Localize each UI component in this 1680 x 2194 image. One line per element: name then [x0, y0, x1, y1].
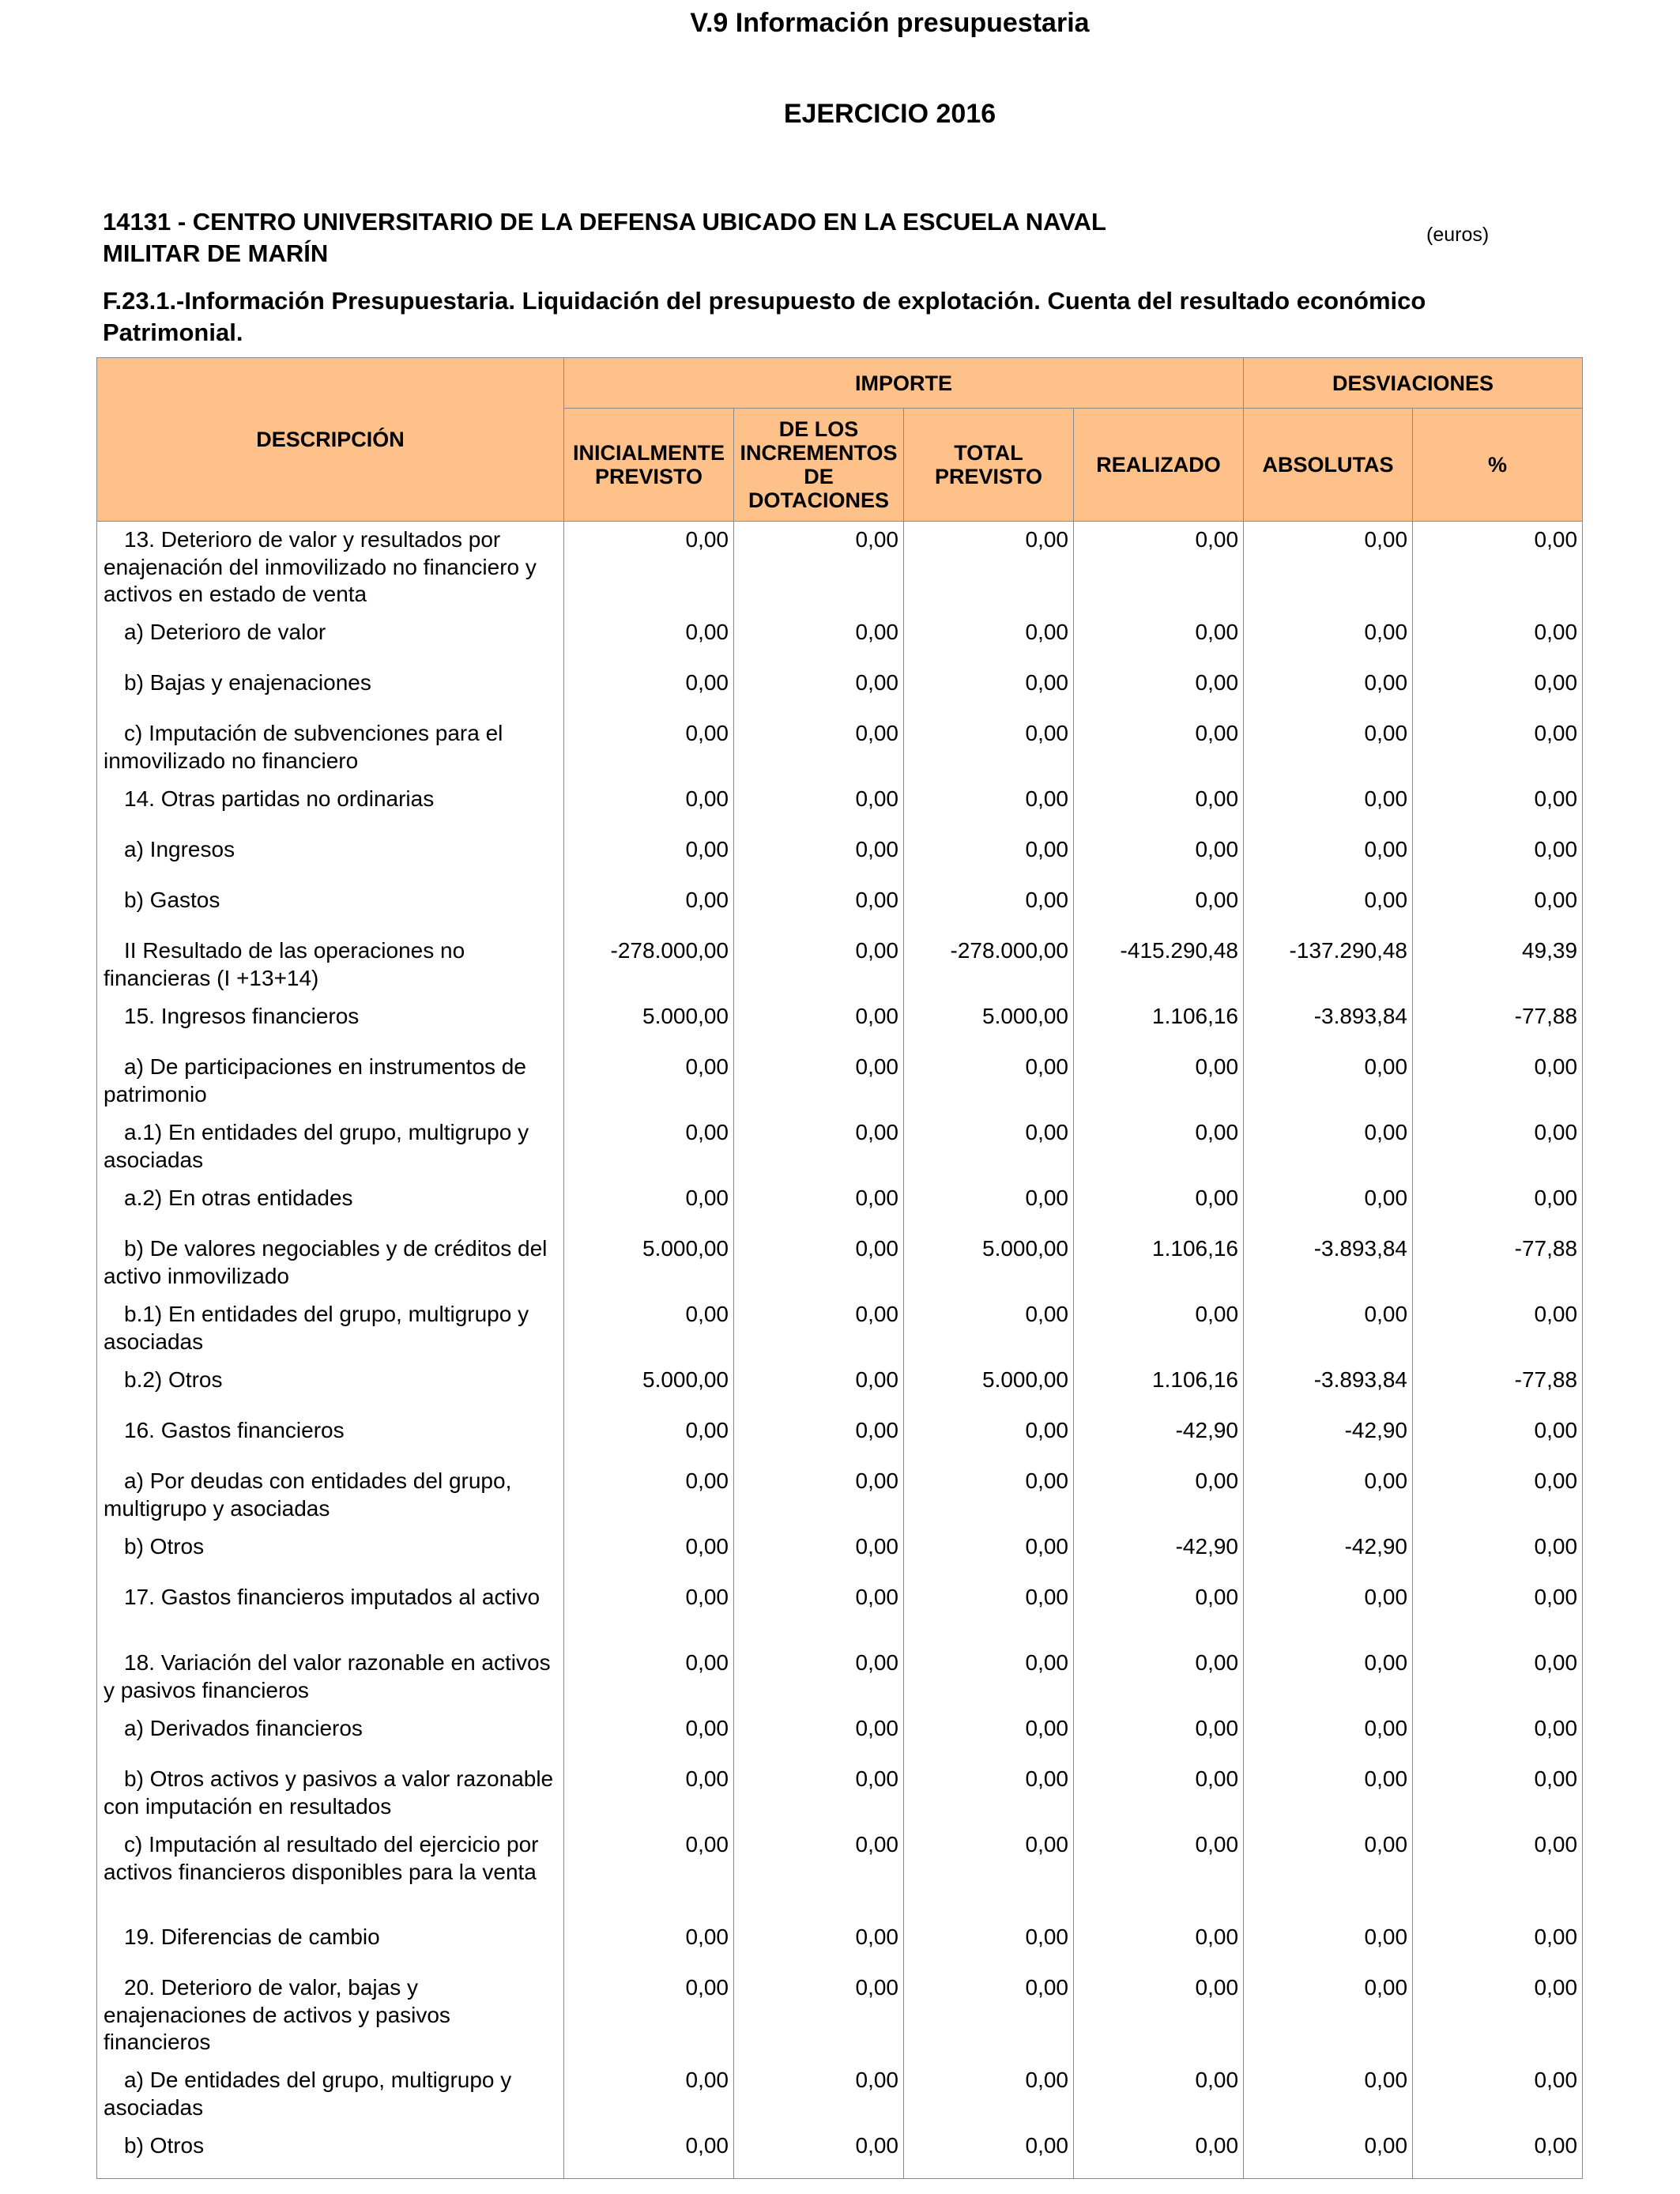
cell-total-previsto: 0,00	[904, 1710, 1074, 1761]
units-label: (euros)	[1426, 224, 1490, 246]
col-header-descripcion: DESCRIPCIÓN	[97, 358, 564, 522]
table-row	[97, 614, 1583, 665]
cell-total-previsto: 0,00	[904, 1412, 1074, 1463]
cell-desviacion-absoluta: 0,00	[1244, 2128, 1413, 2179]
table-body	[97, 522, 1583, 2179]
row-description: b.2) Otros	[97, 1362, 564, 1412]
cell-realizado: 0,00	[1074, 1826, 1244, 1919]
cell-inicialmente-previsto: 0,00	[564, 1463, 734, 1529]
row-description: a) De entidades del grupo, multigrupo y asociadas	[97, 2062, 564, 2128]
row-description: 15. Ingresos financieros	[97, 998, 564, 1049]
header-row-groups	[97, 358, 1583, 409]
cell-realizado: 0,00	[1074, 1049, 1244, 1114]
col-header-incrementos-dotaciones: DE LOS INCREMENTOS DE DOTACIONES	[734, 409, 904, 522]
cell-realizado: -415.290,48	[1074, 933, 1244, 998]
cell-realizado: -42,90	[1074, 1412, 1244, 1463]
cell-total-previsto: 0,00	[904, 1296, 1074, 1362]
cell-desviacion-porcentaje: 0,00	[1413, 2128, 1583, 2179]
table-row	[97, 715, 1583, 781]
table-row	[97, 1919, 1583, 1970]
cell-realizado: -42,90	[1074, 1529, 1244, 1579]
cell-incrementos-dotaciones: 0,00	[734, 1231, 904, 1296]
cell-total-previsto: 0,00	[904, 882, 1074, 933]
row-description: a) Ingresos	[97, 831, 564, 882]
row-description: 16. Gastos financieros	[97, 1412, 564, 1463]
cell-incrementos-dotaciones: 0,00	[734, 1463, 904, 1529]
cell-inicialmente-previsto: 0,00	[564, 1180, 734, 1231]
cell-desviacion-porcentaje: 0,00	[1413, 1049, 1583, 1114]
cell-realizado: 1.106,16	[1074, 1231, 1244, 1296]
cell-inicialmente-previsto: 0,00	[564, 2128, 734, 2179]
cell-incrementos-dotaciones: 0,00	[734, 1296, 904, 1362]
cell-realizado: 0,00	[1074, 665, 1244, 715]
cell-desviacion-absoluta: 0,00	[1244, 1826, 1413, 1919]
row-description: II Resultado de las operaciones no financieras (I +13+14)	[97, 933, 564, 998]
cell-incrementos-dotaciones: 0,00	[734, 831, 904, 882]
cell-desviacion-porcentaje: 0,00	[1413, 2062, 1583, 2128]
table-row	[97, 998, 1583, 1049]
cell-total-previsto: 0,00	[904, 614, 1074, 665]
table-row	[97, 1114, 1583, 1180]
cell-inicialmente-previsto: 5.000,00	[564, 1362, 734, 1412]
cell-incrementos-dotaciones: 0,00	[734, 665, 904, 715]
row-description: b) Otros	[97, 1529, 564, 1579]
cell-desviacion-absoluta: -3.893,84	[1244, 1231, 1413, 1296]
cell-desviacion-porcentaje: -77,88	[1413, 998, 1583, 1049]
cell-incrementos-dotaciones: 0,00	[734, 933, 904, 998]
col-header-porcentaje: %	[1413, 409, 1583, 522]
cell-inicialmente-previsto: 0,00	[564, 1114, 734, 1180]
table-row	[97, 1296, 1583, 1362]
cell-desviacion-porcentaje: -77,88	[1413, 1362, 1583, 1412]
cell-desviacion-absoluta: 0,00	[1244, 1579, 1413, 1645]
cell-incrementos-dotaciones: 0,00	[734, 1362, 904, 1412]
cell-desviacion-absoluta: -42,90	[1244, 1412, 1413, 1463]
cell-desviacion-porcentaje: 0,00	[1413, 715, 1583, 781]
cell-total-previsto: 0,00	[904, 1529, 1074, 1579]
cell-desviacion-absoluta: 0,00	[1244, 1049, 1413, 1114]
cell-inicialmente-previsto: 0,00	[564, 1761, 734, 1826]
cell-desviacion-absoluta: 0,00	[1244, 522, 1413, 615]
table-row	[97, 1761, 1583, 1826]
cell-desviacion-porcentaje: 0,00	[1413, 1114, 1583, 1180]
cell-inicialmente-previsto: 0,00	[564, 522, 734, 615]
cell-desviacion-porcentaje: 0,00	[1413, 614, 1583, 665]
cell-realizado: 1.106,16	[1074, 1362, 1244, 1412]
cell-incrementos-dotaciones: 0,00	[734, 1710, 904, 1761]
table-row	[97, 831, 1583, 882]
cell-desviacion-absoluta: 0,00	[1244, 1463, 1413, 1529]
page-title: V.9 Información presupuestaria	[690, 8, 1090, 38]
cell-total-previsto: 0,00	[904, 1579, 1074, 1645]
cell-desviacion-absoluta: -137.290,48	[1244, 933, 1413, 998]
cell-total-previsto: 0,00	[904, 715, 1074, 781]
cell-realizado: 0,00	[1074, 1180, 1244, 1231]
cell-desviacion-porcentaje: 0,00	[1413, 1180, 1583, 1231]
table-row	[97, 1362, 1583, 1412]
cell-desviacion-porcentaje: 0,00	[1413, 1970, 1583, 2062]
cell-desviacion-absoluta: 0,00	[1244, 1761, 1413, 1826]
cell-inicialmente-previsto: 0,00	[564, 715, 734, 781]
cell-total-previsto: 0,00	[904, 1761, 1074, 1826]
table-row	[97, 1412, 1583, 1463]
cell-total-previsto: 0,00	[904, 522, 1074, 615]
cell-inicialmente-previsto: 0,00	[564, 1296, 734, 1362]
cell-total-previsto: 5.000,00	[904, 998, 1074, 1049]
table-row	[97, 522, 1583, 615]
cell-total-previsto: -278.000,00	[904, 933, 1074, 998]
table-row	[97, 933, 1583, 998]
cell-total-previsto: 0,00	[904, 1114, 1074, 1180]
cell-desviacion-absoluta: 0,00	[1244, 831, 1413, 882]
cell-total-previsto: 0,00	[904, 2128, 1074, 2179]
cell-desviacion-porcentaje: 0,00	[1413, 1761, 1583, 1826]
cell-realizado: 0,00	[1074, 1463, 1244, 1529]
cell-inicialmente-previsto: 0,00	[564, 1412, 734, 1463]
cell-desviacion-porcentaje: 0,00	[1413, 882, 1583, 933]
cell-inicialmente-previsto: 5.000,00	[564, 1231, 734, 1296]
row-description: b) De valores negociables y de créditos del activo inmovilizado	[97, 1231, 564, 1296]
budget-table	[96, 357, 1583, 2179]
row-description: 20. Deterioro de valor, bajas y enajenaciones de activos y pasivos financieros	[97, 1970, 564, 2062]
row-description: b.1) En entidades del grupo, multigrupo y asociadas	[97, 1296, 564, 1362]
col-group-importe: IMPORTE	[564, 358, 1244, 409]
row-description: b) Gastos	[97, 882, 564, 933]
cell-total-previsto: 0,00	[904, 1463, 1074, 1529]
cell-realizado: 0,00	[1074, 614, 1244, 665]
cell-inicialmente-previsto: 0,00	[564, 665, 734, 715]
col-header-inicialmente-previsto: INICIALMENTE PREVISTO	[564, 409, 734, 522]
row-description: a.1) En entidades del grupo, multigrupo y asociadas	[97, 1114, 564, 1180]
row-description: 13. Deterioro de valor y resultados por enajenación del inmovilizado no financiero y activos en estado de venta	[97, 522, 564, 615]
cell-inicialmente-previsto: 0,00	[564, 1970, 734, 2062]
row-description: a) Por deudas con entidades del grupo, multigrupo y asociadas	[97, 1463, 564, 1529]
table-row	[97, 882, 1583, 933]
cell-realizado: 0,00	[1074, 831, 1244, 882]
cell-inicialmente-previsto: 0,00	[564, 1919, 734, 1970]
cell-realizado: 0,00	[1074, 1919, 1244, 1970]
row-description: c) Imputación de subvenciones para el inmovilizado no financiero	[97, 715, 564, 781]
cell-inicialmente-previsto: 0,00	[564, 781, 734, 831]
cell-desviacion-porcentaje: -77,88	[1413, 1231, 1583, 1296]
cell-realizado: 0,00	[1074, 781, 1244, 831]
cell-desviacion-absoluta: -3.893,84	[1244, 998, 1413, 1049]
row-description: 14. Otras partidas no ordinarias	[97, 781, 564, 831]
row-description: a) Derivados financieros	[97, 1710, 564, 1761]
entity-name-line1: 14131 - CENTRO UNIVERSITARIO DE LA DEFENSA UBICADO EN LA ESCUELA NAVAL	[103, 208, 1106, 236]
table-row	[97, 1529, 1583, 1579]
cell-total-previsto: 0,00	[904, 2062, 1074, 2128]
cell-incrementos-dotaciones: 0,00	[734, 1970, 904, 2062]
row-description: 18. Variación del valor razonable en activos y pasivos financieros	[97, 1645, 564, 1710]
row-description: c) Imputación al resultado del ejercicio por activos financieros disponibles para la venta	[97, 1826, 564, 1919]
cell-desviacion-porcentaje: 0,00	[1413, 1645, 1583, 1710]
cell-incrementos-dotaciones: 0,00	[734, 614, 904, 665]
cell-total-previsto: 0,00	[904, 1970, 1074, 2062]
col-header-absolutas: ABSOLUTAS	[1244, 409, 1413, 522]
cell-incrementos-dotaciones: 0,00	[734, 715, 904, 781]
cell-incrementos-dotaciones: 0,00	[734, 1919, 904, 1970]
cell-incrementos-dotaciones: 0,00	[734, 2062, 904, 2128]
row-description: 19. Diferencias de cambio	[97, 1919, 564, 1970]
cell-inicialmente-previsto: 0,00	[564, 1579, 734, 1645]
cell-inicialmente-previsto: 5.000,00	[564, 998, 734, 1049]
cell-desviacion-absoluta: 0,00	[1244, 1645, 1413, 1710]
table-row	[97, 1826, 1583, 1919]
cell-total-previsto: 0,00	[904, 1645, 1074, 1710]
cell-incrementos-dotaciones: 0,00	[734, 1579, 904, 1645]
cell-desviacion-absoluta: 0,00	[1244, 781, 1413, 831]
cell-realizado: 0,00	[1074, 1645, 1244, 1710]
cell-desviacion-porcentaje: 0,00	[1413, 1463, 1583, 1529]
cell-incrementos-dotaciones: 0,00	[734, 1180, 904, 1231]
cell-total-previsto: 5.000,00	[904, 1231, 1074, 1296]
table-row	[97, 1231, 1583, 1296]
cell-desviacion-porcentaje: 0,00	[1413, 831, 1583, 882]
table-row	[97, 1180, 1583, 1231]
cell-inicialmente-previsto: 0,00	[564, 831, 734, 882]
cell-total-previsto: 0,00	[904, 1826, 1074, 1919]
cell-desviacion-absoluta: 0,00	[1244, 1710, 1413, 1761]
cell-total-previsto: 0,00	[904, 665, 1074, 715]
cell-incrementos-dotaciones: 0,00	[734, 2128, 904, 2179]
cell-desviacion-porcentaje: 49,39	[1413, 933, 1583, 998]
cell-incrementos-dotaciones: 0,00	[734, 1761, 904, 1826]
report-title-line1: F.23.1.-Información Presupuestaria. Liquidación del presupuesto de explotación. Cuenta del resultado económico	[103, 287, 1426, 315]
cell-total-previsto: 0,00	[904, 831, 1074, 882]
cell-desviacion-porcentaje: 0,00	[1413, 1826, 1583, 1919]
table-row	[97, 665, 1583, 715]
cell-desviacion-absoluta: 0,00	[1244, 2062, 1413, 2128]
cell-desviacion-porcentaje: 0,00	[1413, 522, 1583, 615]
cell-realizado: 0,00	[1074, 1710, 1244, 1761]
cell-total-previsto: 5.000,00	[904, 1362, 1074, 1412]
cell-realizado: 0,00	[1074, 715, 1244, 781]
cell-incrementos-dotaciones: 0,00	[734, 1826, 904, 1919]
row-description: a.2) En otras entidades	[97, 1180, 564, 1231]
cell-realizado: 0,00	[1074, 2128, 1244, 2179]
cell-desviacion-absoluta: -3.893,84	[1244, 1362, 1413, 1412]
table-row	[97, 2062, 1583, 2128]
cell-inicialmente-previsto: 0,00	[564, 1710, 734, 1761]
table-row	[97, 1645, 1583, 1710]
cell-inicialmente-previsto: 0,00	[564, 614, 734, 665]
cell-incrementos-dotaciones: 0,00	[734, 1114, 904, 1180]
col-header-realizado: REALIZADO	[1074, 409, 1244, 522]
cell-realizado: 1.106,16	[1074, 998, 1244, 1049]
cell-desviacion-absoluta: 0,00	[1244, 1114, 1413, 1180]
cell-desviacion-porcentaje: 0,00	[1413, 1412, 1583, 1463]
cell-desviacion-porcentaje: 0,00	[1413, 1919, 1583, 1970]
cell-desviacion-absoluta: 0,00	[1244, 1296, 1413, 1362]
entity-name-line2: MILITAR DE MARÍN	[103, 239, 329, 267]
cell-desviacion-absoluta: -42,90	[1244, 1529, 1413, 1579]
table-row	[97, 1970, 1583, 2062]
cell-realizado: 0,00	[1074, 2062, 1244, 2128]
cell-desviacion-absoluta: 0,00	[1244, 665, 1413, 715]
cell-incrementos-dotaciones: 0,00	[734, 1645, 904, 1710]
cell-desviacion-absoluta: 0,00	[1244, 614, 1413, 665]
cell-inicialmente-previsto: 0,00	[564, 1645, 734, 1710]
table-row	[97, 1579, 1583, 1645]
cell-inicialmente-previsto: 0,00	[564, 2062, 734, 2128]
cell-incrementos-dotaciones: 0,00	[734, 1049, 904, 1114]
cell-desviacion-porcentaje: 0,00	[1413, 1579, 1583, 1645]
exercise-year: EJERCICIO 2016	[783, 99, 996, 129]
cell-incrementos-dotaciones: 0,00	[734, 522, 904, 615]
cell-desviacion-porcentaje: 0,00	[1413, 1529, 1583, 1579]
col-header-total-previsto: TOTAL PREVISTO	[904, 409, 1074, 522]
report-title	[103, 285, 1604, 349]
row-description: b) Otros	[97, 2128, 564, 2179]
cell-inicialmente-previsto: 0,00	[564, 882, 734, 933]
row-description: b) Bajas y enajenaciones	[97, 665, 564, 715]
cell-realizado: 0,00	[1074, 882, 1244, 933]
report-title-line2: Patrimonial.	[103, 319, 243, 346]
cell-realizado: 0,00	[1074, 1579, 1244, 1645]
cell-desviacion-absoluta: 0,00	[1244, 1180, 1413, 1231]
cell-incrementos-dotaciones: 0,00	[734, 1412, 904, 1463]
cell-total-previsto: 0,00	[904, 1919, 1074, 1970]
cell-desviacion-absoluta: 0,00	[1244, 882, 1413, 933]
cell-incrementos-dotaciones: 0,00	[734, 1529, 904, 1579]
cell-realizado: 0,00	[1074, 1296, 1244, 1362]
col-group-desviaciones: DESVIACIONES	[1244, 358, 1583, 409]
cell-desviacion-absoluta: 0,00	[1244, 715, 1413, 781]
cell-inicialmente-previsto: -278.000,00	[564, 933, 734, 998]
cell-inicialmente-previsto: 0,00	[564, 1826, 734, 1919]
entity-name	[103, 206, 1288, 270]
row-description: b) Otros activos y pasivos a valor razonable con imputación en resultados	[97, 1761, 564, 1826]
row-description: a) Deterioro de valor	[97, 614, 564, 665]
table-row	[97, 1710, 1583, 1761]
cell-desviacion-porcentaje: 0,00	[1413, 781, 1583, 831]
table-row	[97, 2128, 1583, 2179]
table-row	[97, 781, 1583, 831]
cell-realizado: 0,00	[1074, 1970, 1244, 2062]
cell-total-previsto: 0,00	[904, 1049, 1074, 1114]
cell-incrementos-dotaciones: 0,00	[734, 781, 904, 831]
cell-inicialmente-previsto: 0,00	[564, 1529, 734, 1579]
cell-realizado: 0,00	[1074, 1761, 1244, 1826]
table-row	[97, 1049, 1583, 1114]
cell-desviacion-porcentaje: 0,00	[1413, 665, 1583, 715]
cell-incrementos-dotaciones: 0,00	[734, 998, 904, 1049]
table-row	[97, 1463, 1583, 1529]
cell-inicialmente-previsto: 0,00	[564, 1049, 734, 1114]
cell-desviacion-porcentaje: 0,00	[1413, 1710, 1583, 1761]
cell-realizado: 0,00	[1074, 522, 1244, 615]
cell-desviacion-porcentaje: 0,00	[1413, 1296, 1583, 1362]
row-description: a) De participaciones en instrumentos de patrimonio	[97, 1049, 564, 1114]
cell-desviacion-absoluta: 0,00	[1244, 1919, 1413, 1970]
cell-realizado: 0,00	[1074, 1114, 1244, 1180]
cell-total-previsto: 0,00	[904, 1180, 1074, 1231]
cell-total-previsto: 0,00	[904, 781, 1074, 831]
row-description: 17. Gastos financieros imputados al activo	[97, 1579, 564, 1645]
cell-desviacion-absoluta: 0,00	[1244, 1970, 1413, 2062]
cell-incrementos-dotaciones: 0,00	[734, 882, 904, 933]
